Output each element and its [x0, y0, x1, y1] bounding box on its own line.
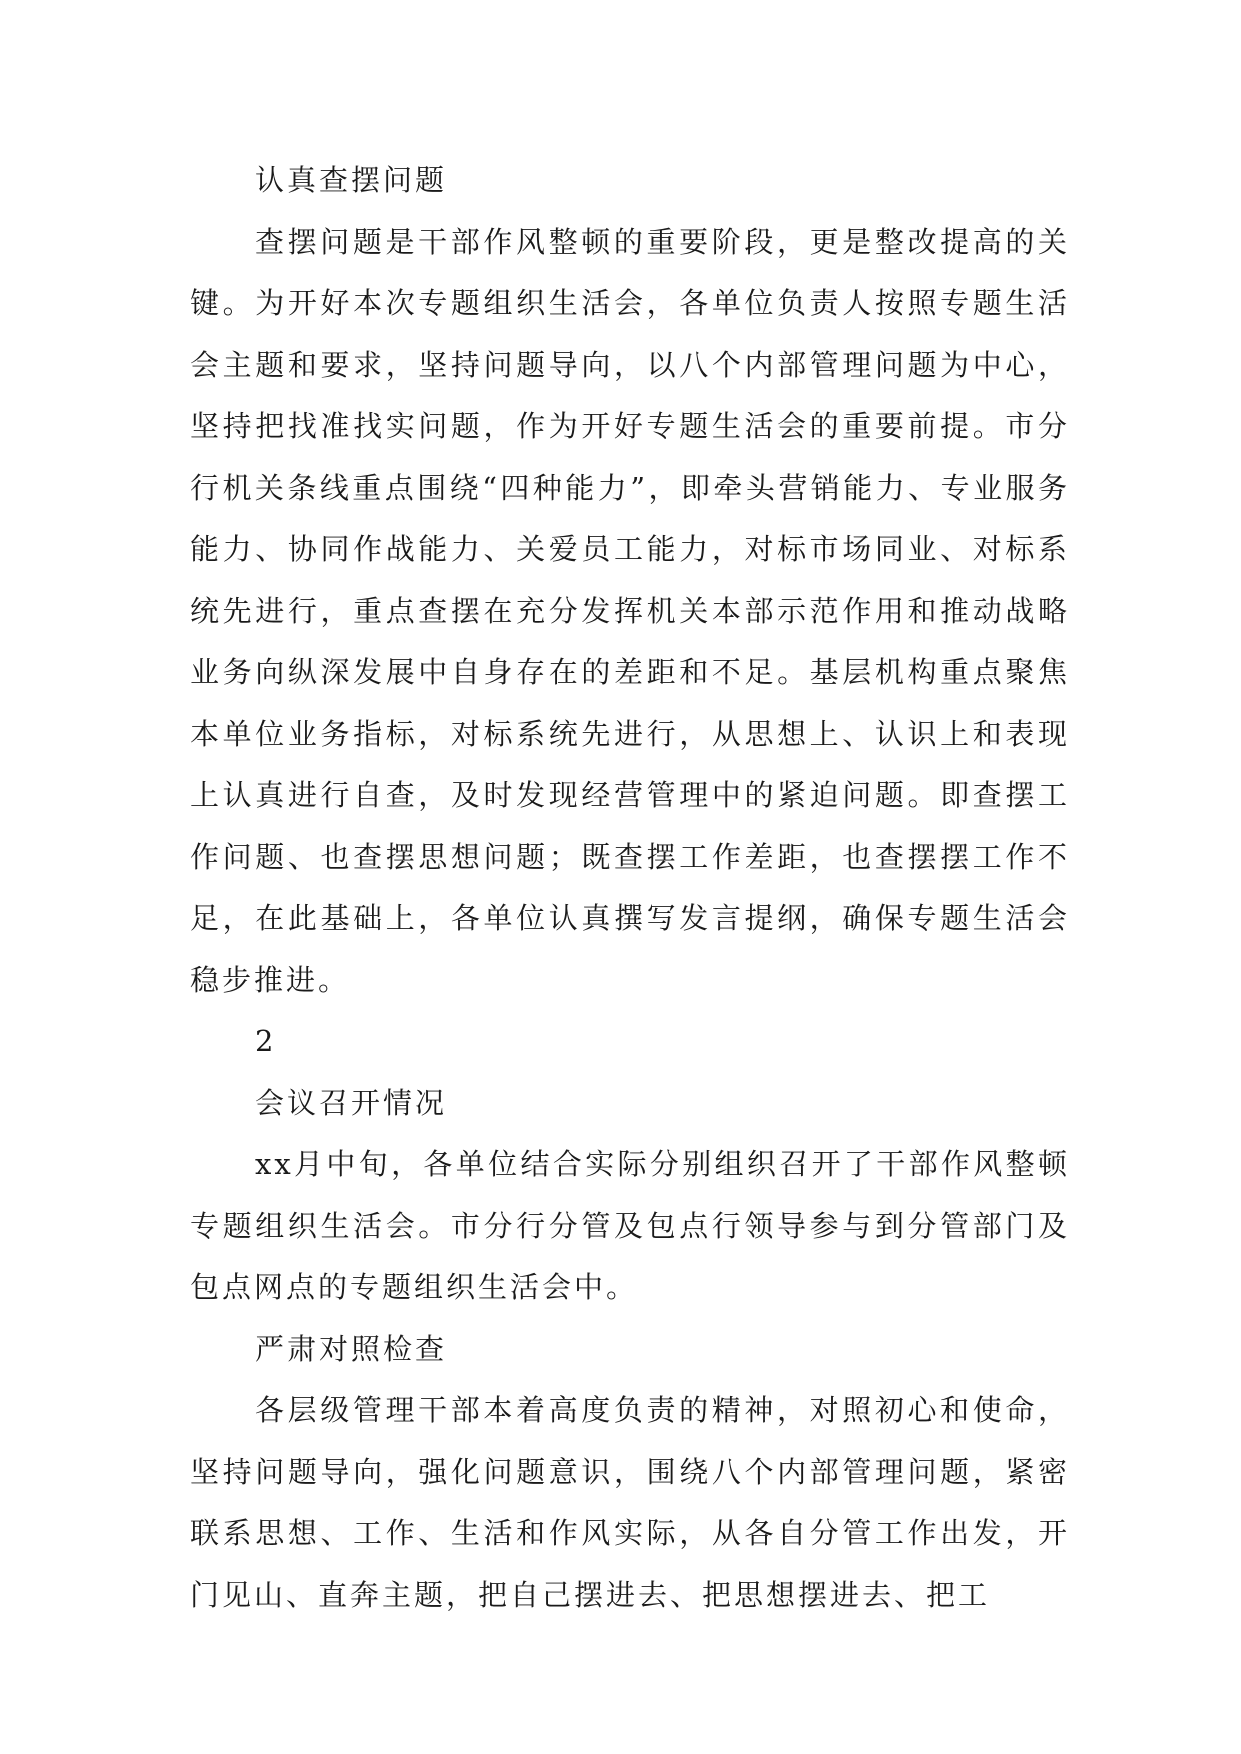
section-heading-self-check: 严肃对照检查 — [255, 1331, 448, 1366]
document-body — [190, 150, 1070, 1626]
section-heading-meeting: 会议召开情况 — [255, 1085, 448, 1120]
paragraph-meeting: xx月中旬，各单位结合实际分别组织召开了干部作风整顿专题组织生活会。市分行分管及包点行领导参与到分管部门及包点网点的专题组织生活会中。 — [190, 1147, 1070, 1304]
paragraph-self-check: 各层级管理干部本着高度负责的精神，对照初心和使命，坚持问题导向，强化问题意识，围绕八个内部管理问题，紧密联系思想、工作、生活和作风实际，从各自分管工作出发，开门见山、直奔主题，把自己摆进去、把思想摆进去、把工 — [190, 1393, 1070, 1612]
paragraph-problem-finding: 查摆问题是干部作风整顿的重要阶段，更是整改提高的关键。为开好本次专题组织生活会，各单位负责人按照专题生活会主题和要求，坚持问题导向，以八个内部管理问题为中心，坚持把找准找实问题，作为开好专题生活会的重要前提。市分行机关条线重点围绕“四种能力”，即牵头营销能力、专业服务能力、协同作战能力、关爱员工能力，对标市场同业、对标系统先进行，重点查摆在充分发挥机关本部示范作用和推动战略业务向纵深发展中自身存在的差距和不足。基层机构重点聚焦本单位业务指标，对标系统先进行，从思想上、认识上和表现上认真进行自查，及时发现经营管理中的紧迫问题。即查摆工作问题、也查摆思想问题；既查摆工作差距，也查摆摆工作不足，在此基础上，各单位认真撰写发言提纲，确保专题生活会稳步推进。 — [190, 224, 1070, 997]
section-number: 2 — [255, 1024, 277, 1058]
section-heading-problem-finding: 认真查摆问题 — [255, 163, 448, 197]
